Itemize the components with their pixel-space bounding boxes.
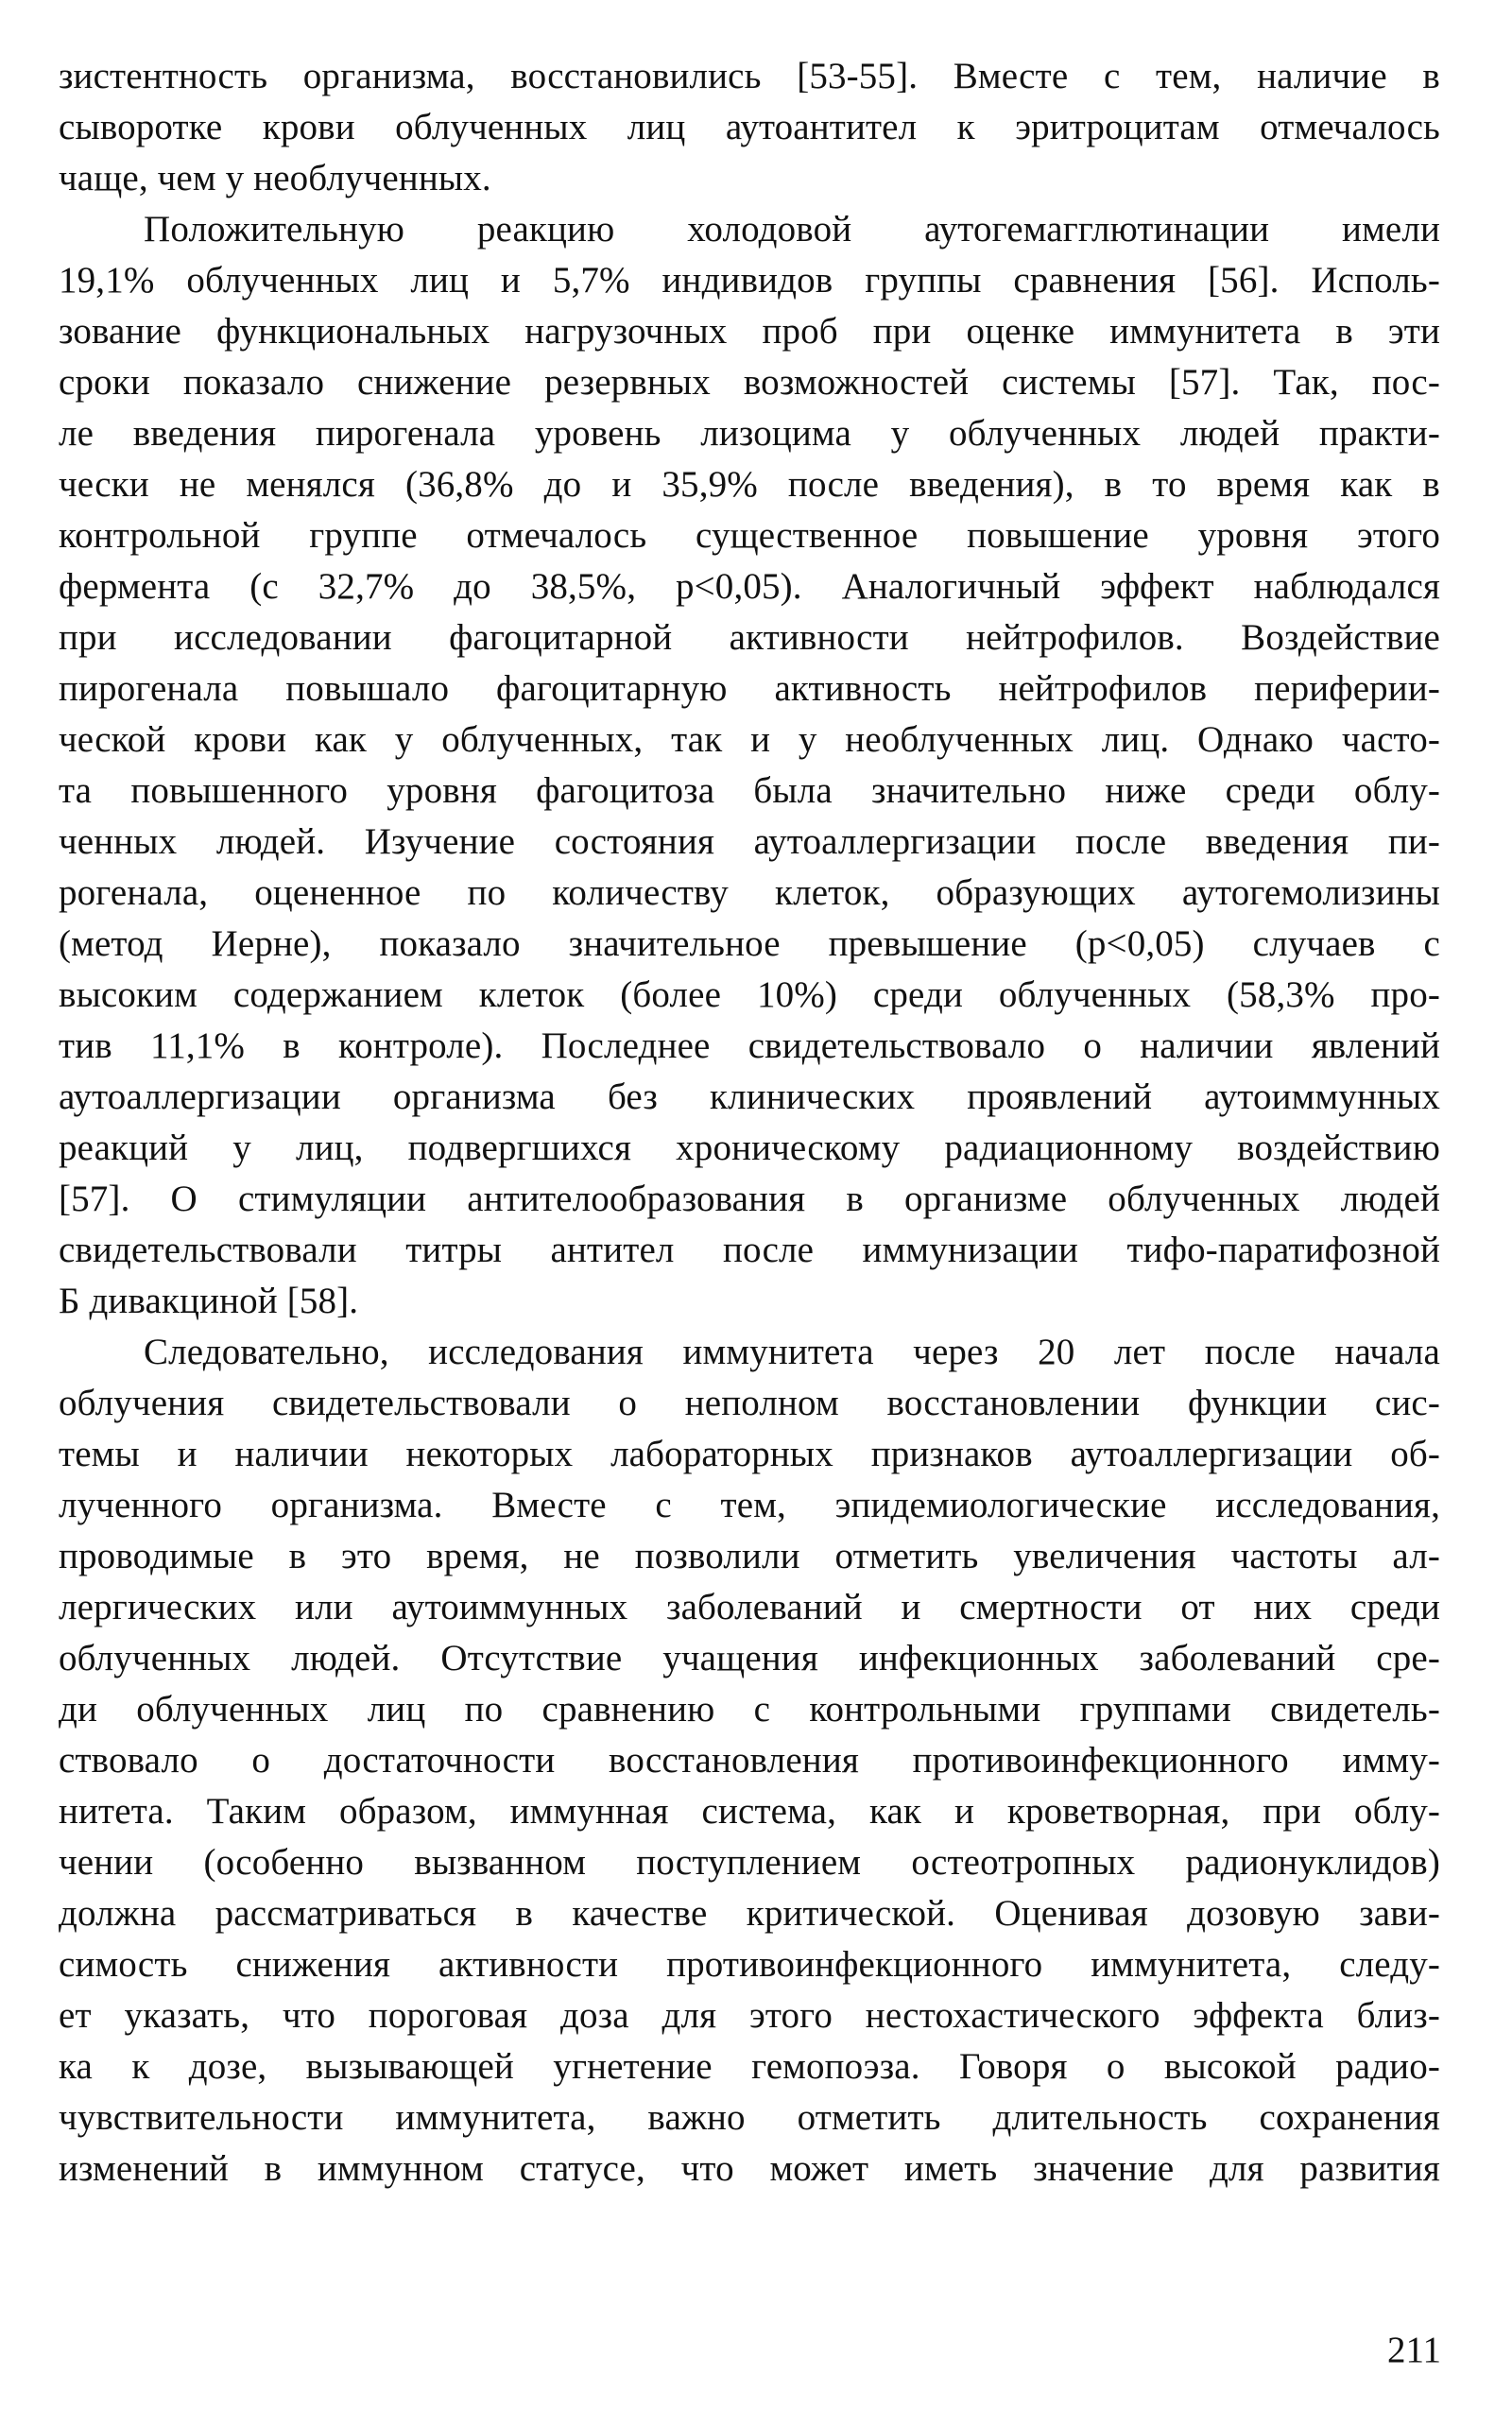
text-line: рогенала, оцененное по количеству клеток, образующих аутогемолизины [59, 872, 1440, 913]
text-line: зистентность организма, восстановились [53-55]. Вместе с тем, наличие в [59, 56, 1440, 96]
text-line: облучения свидетельствовали о неполном восстановлении функции сис- [59, 1383, 1440, 1423]
text-line: сроки показало снижение резервных возможностей системы [57]. Так, пос- [59, 362, 1440, 403]
text-line: ческой крови как у облученных, так и у необлученных лиц. Однако часто- [59, 719, 1440, 760]
text-line: нитета. Таким образом, иммунная система, как и кроветворная, при облу- [59, 1791, 1440, 1832]
text-line: ка к дозе, вызывающей угнетение гемопоэза. Говоря о высокой радио- [59, 2046, 1440, 2087]
paragraph-start-line: Положительную реакцию холодовой аутогемагглютинации имели [144, 209, 1440, 250]
text-line: облученных людей. Отсутствие учащения инфекционных заболеваний сре- [59, 1638, 1440, 1678]
text-line: ле введения пирогенала уровень лизоцима у облученных людей практи- [59, 413, 1440, 454]
text-line: зование функциональных нагрузочных проб при оценке иммунитета в эти [59, 311, 1440, 352]
text-line: ствовало о достаточности восстановления противоинфекционного имму- [59, 1740, 1440, 1781]
text-line: ет указать, что пороговая доза для этого нестохастического эффекта близ- [59, 1995, 1440, 2036]
text-line: высоким содержанием клеток (более 10%) среди облученных (58,3% про- [59, 974, 1440, 1015]
text-line: при исследовании фагоцитарной активности нейтрофилов. Воздействие [59, 617, 1440, 658]
text-line: аутоаллергизации организма без клинических проявлений аутоиммунных [59, 1076, 1440, 1117]
body-text [59, 51, 1440, 2195]
text-line: ди облученных лиц по сравнению с контрольными группами свидетель- [59, 1689, 1440, 1730]
text-line: чувствительности иммунитета, важно отметить длительность сохранения [59, 2097, 1440, 2138]
text-line: чении (особенно вызванном поступлением остеотропных радионуклидов) [59, 1842, 1440, 1883]
text-line: реакций у лиц, подвергшихся хроническому радиационному воздействию [59, 1128, 1440, 1168]
text-line: темы и наличии некоторых лабораторных признаков аутоаллергизации об- [59, 1434, 1440, 1474]
text-line: [57]. О стимуляции антителообразования в организме облученных людей [59, 1179, 1440, 1219]
text-line: ченных людей. Изучение состояния аутоаллергизации после введения пи- [59, 821, 1440, 862]
text-line: тив 11,1% в контроле). Последнее свидетельствовало о наличии явлений [59, 1025, 1440, 1066]
text-line: Б дивакциной [58]. [59, 1281, 359, 1321]
text-line: чески не менялся (36,8% до и 35,9% после введения), в то время как в [59, 464, 1440, 505]
text-line: симость снижения активности противоинфекционного иммунитета, следу- [59, 1944, 1440, 1985]
text-line: должна рассматриваться в качестве критической. Оценивая дозовую зави- [59, 1893, 1440, 1934]
text-line: свидетельствовали титры антител после иммунизации тифо-паратифозной [59, 1230, 1440, 1270]
text-line: пирогенала повышало фагоцитарную активность нейтрофилов периферии- [59, 668, 1440, 709]
text-line: (метод Иерне), показало значительное превышение (p<0,05) случаев с [59, 923, 1440, 964]
text-line: контрольной группе отмечалось существенное повышение уровня этого [59, 515, 1440, 556]
text-line: проводимые в это время, не позволили отметить увеличения частоты ал- [59, 1536, 1440, 1576]
text-line: фермента (с 32,7% до 38,5%, p<0,05). Аналогичный эффект наблюдался [59, 566, 1440, 607]
text-line: чаще, чем у необлученных. [59, 158, 491, 198]
text-line: та повышенного уровня фагоцитоза была значительно ниже среди облу- [59, 770, 1440, 811]
text-line: сыворотке крови облученных лиц аутоантител к эритроцитам отмечалось [59, 107, 1440, 147]
text-line: изменений в иммунном статусе, что может иметь значение для развития [59, 2148, 1440, 2189]
text-line: лученного организма. Вместе с тем, эпидемиологические исследования, [59, 1485, 1440, 1525]
page-number: 211 [1386, 2330, 1441, 2370]
text-line: лергических или аутоиммунных заболеваний и смертности от них среди [59, 1587, 1440, 1627]
paragraph-start-line: Следовательно, исследования иммунитета через 20 лет после начала [144, 1332, 1440, 1372]
text-line: 19,1% облученных лиц и 5,7% индивидов группы сравнения [56]. Исполь- [59, 260, 1440, 301]
